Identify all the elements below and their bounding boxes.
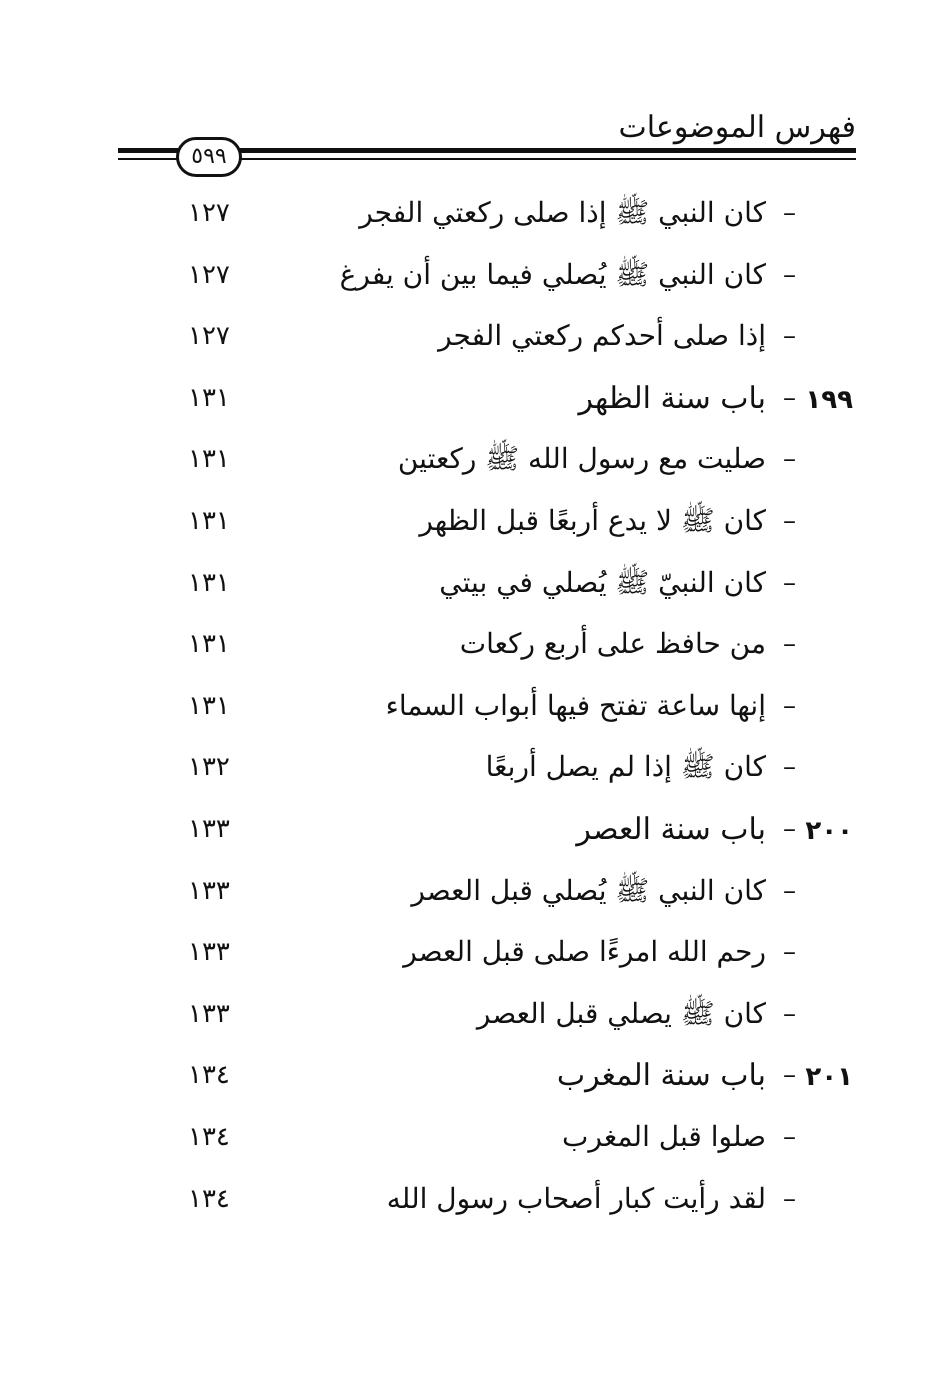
index-entry-row — [0, 1174, 951, 1236]
entry-title: صليت مع رسول الله ﷺ ركعتين — [397, 442, 766, 476]
entry-title: باب سنة المغرب — [556, 1058, 766, 1094]
entry-page-number: ١٣٤ — [188, 1183, 230, 1214]
entry-page-number: ١٣١ — [188, 382, 230, 413]
entry-title: باب سنة العصر — [576, 811, 766, 847]
index-entry-row — [0, 311, 951, 373]
entry-page-number: ١٢٧ — [188, 198, 230, 228]
entry-dash: – — [783, 937, 796, 968]
index-entry-row — [0, 188, 951, 250]
section-number: ١٩٩ — [805, 384, 853, 415]
entry-dash: – — [783, 1060, 796, 1091]
entry-page-number: ١٣٣ — [188, 875, 230, 906]
section-number: ٢٠١ — [805, 1062, 853, 1093]
entry-page-number: ١٣٢ — [188, 752, 230, 783]
entry-title: كان النبيّ ﷺ يُصلي في بيتي — [439, 565, 766, 599]
index-entry-row — [0, 496, 951, 558]
index-entry-row — [0, 250, 951, 312]
entry-dash: – — [783, 629, 796, 660]
index-entry-row — [0, 742, 951, 804]
index-entry-row — [0, 558, 951, 620]
index-entry-row — [0, 927, 951, 989]
entry-page-number: ١٢٧ — [188, 259, 230, 290]
entry-title: كان النبي ﷺ يُصلي قبل العصر — [411, 873, 766, 907]
entry-page-number: ١٣٣ — [188, 813, 230, 844]
entry-title: كان النبي ﷺ إذا صلى ركعتي الفجر — [359, 196, 766, 229]
entry-page-number: ١٣٣ — [188, 998, 230, 1029]
index-entry-row — [0, 866, 951, 928]
entry-dash: – — [783, 505, 796, 536]
index-entry-row — [0, 681, 951, 743]
entry-dash: – — [783, 690, 796, 721]
entry-dash: – — [783, 382, 796, 413]
entry-title: من حافظ على أربع ركعات — [459, 627, 766, 661]
index-entry-row — [0, 619, 951, 681]
entry-page-number: ١٣٣ — [188, 937, 230, 968]
entry-title: رحم الله امرءًا صلى قبل العصر — [403, 935, 766, 969]
entry-page-number: ١٣١ — [188, 444, 230, 475]
entry-dash: – — [783, 1121, 796, 1152]
entry-title: كان ﷺ لا يدع أربعًا قبل الظهر — [419, 503, 766, 537]
entry-page-number: ١٣٤ — [188, 1060, 230, 1091]
entry-page-number: ١٢٧ — [188, 321, 230, 352]
entry-dash: – — [783, 813, 796, 844]
running-title: فهرس الموضوعات — [618, 110, 856, 145]
index-heading-row — [0, 804, 951, 866]
entry-page-number: ١٣١ — [188, 629, 230, 660]
index-entry-row — [0, 434, 951, 496]
entry-dash: – — [783, 998, 796, 1029]
entry-title: كان النبي ﷺ يُصلي فيما بين أن يفرغ — [339, 257, 766, 291]
entry-page-number: ١٣٤ — [188, 1121, 230, 1152]
entry-dash: – — [783, 567, 796, 598]
entry-dash: – — [783, 1183, 796, 1214]
entry-title: إنها ساعة تفتح فيها أبواب السماء — [385, 688, 766, 722]
entry-dash: – — [783, 752, 796, 783]
entry-title: إذا صلى أحدكم ركعتي الفجر — [438, 319, 766, 353]
entry-title: كان ﷺ يصلي قبل العصر — [476, 996, 766, 1030]
entry-page-number: ١٣١ — [188, 505, 230, 536]
entry-dash: – — [783, 444, 796, 475]
entry-title: صلوا قبل المغرب — [562, 1119, 766, 1153]
entry-dash: – — [783, 198, 796, 228]
entry-title: باب سنة الظهر — [578, 380, 766, 416]
entry-title: كان ﷺ إذا لم يصل أربعًا — [485, 750, 766, 784]
index-entry-row — [0, 1112, 951, 1174]
entry-dash: – — [783, 259, 796, 290]
entry-page-number: ١٣١ — [188, 690, 230, 721]
section-number: ٢٠٠ — [805, 815, 853, 846]
entry-dash: – — [783, 875, 796, 906]
index-heading-row — [0, 373, 951, 435]
index-entry-row — [0, 989, 951, 1051]
entry-page-number: ١٣١ — [188, 567, 230, 598]
page-number: ٥٩٩ — [176, 137, 242, 177]
entry-dash: – — [783, 321, 796, 352]
entry-title: لقد رأيت كبار أصحاب رسول الله — [386, 1181, 766, 1215]
index-heading-row — [0, 1050, 951, 1112]
index-entries — [0, 188, 951, 1235]
